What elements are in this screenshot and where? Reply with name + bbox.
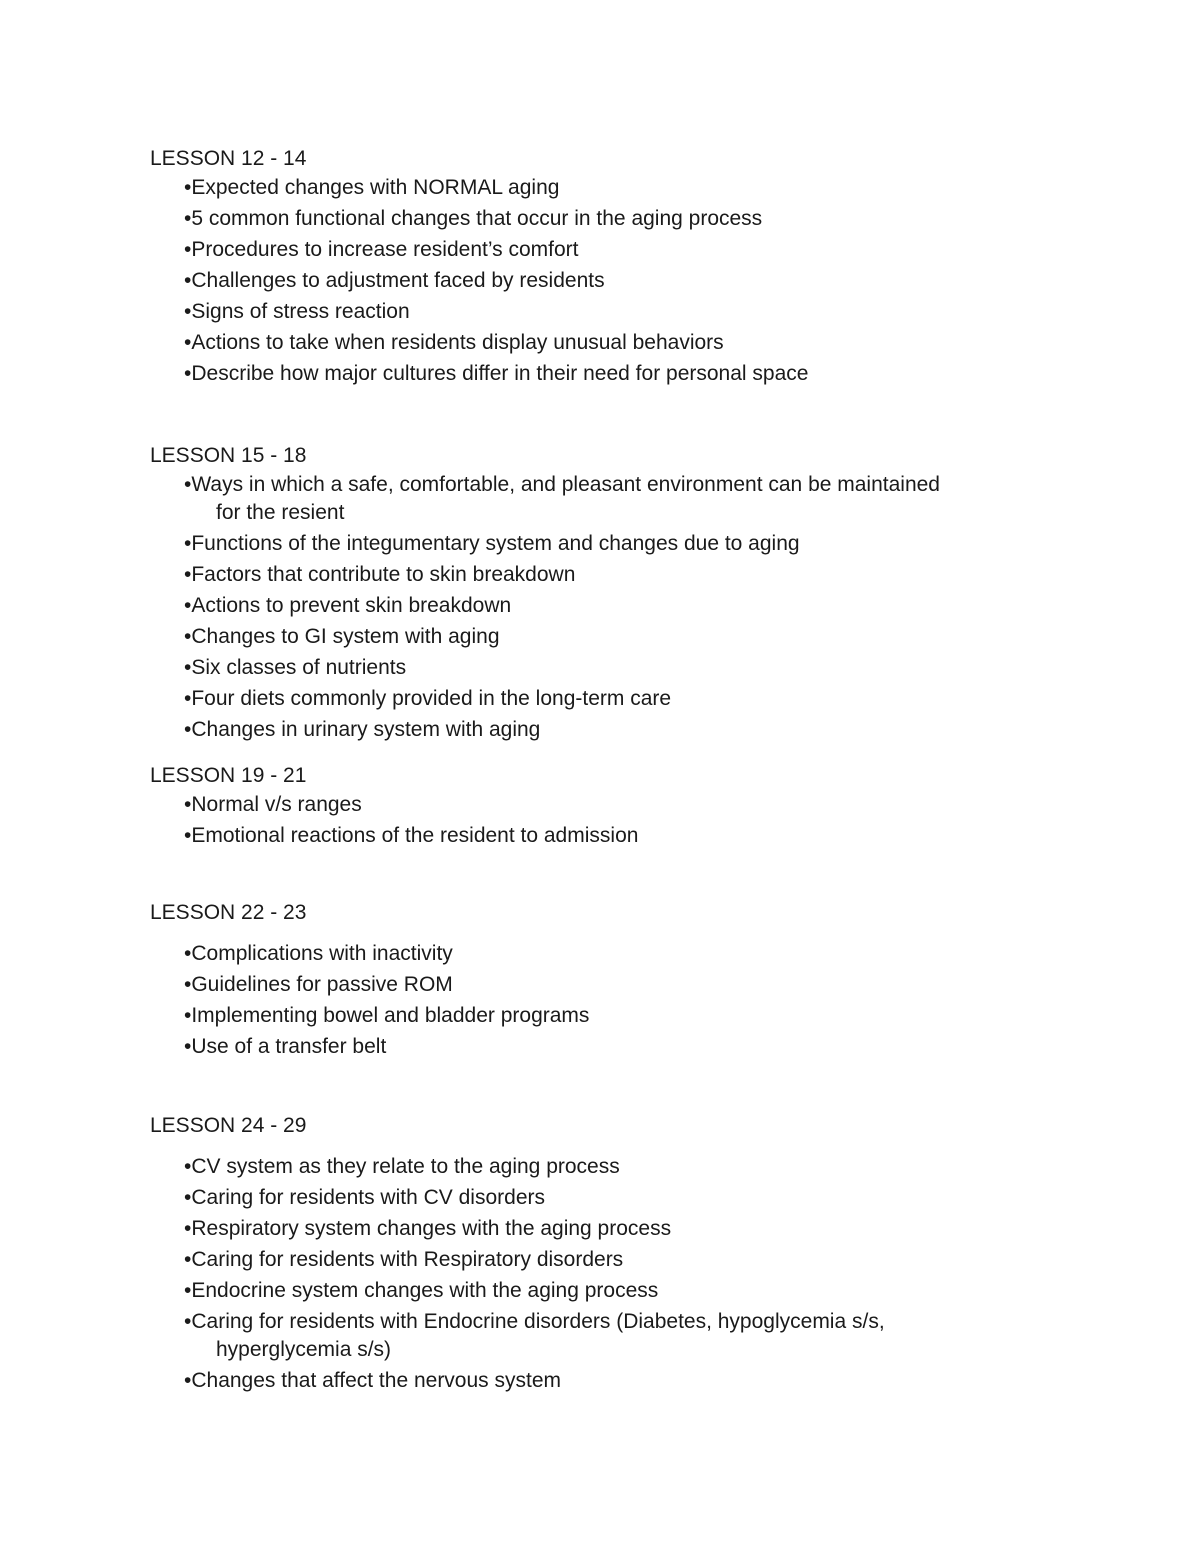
- topic-item: [184, 1308, 1070, 1367]
- topic-item: •Four diets commonly provided in the long-term care: [184, 687, 672, 710]
- topic-item: •Changes that affect the nervous system: [184, 1369, 562, 1392]
- lesson-title: LESSON 15 - 18: [150, 444, 307, 467]
- lesson-section-22-23: [150, 897, 1070, 1064]
- topic-item-text: •Caring for residents with Endocrine disorders (Diabetes, hypoglycemia s/s,: [184, 1310, 885, 1333]
- topic-item: •Expected changes with NORMAL aging: [184, 176, 560, 199]
- topic-item: •Emotional reactions of the resident to admission: [184, 824, 639, 847]
- topic-item: •Challenges to adjustment faced by residents: [184, 269, 605, 292]
- topic-item: •Caring for residents with CV disorders: [184, 1186, 545, 1209]
- topic-item: •Changes in urinary system with aging: [184, 718, 541, 741]
- topic-item: •Changes to GI system with aging: [184, 625, 500, 648]
- lesson-title: LESSON 24 - 29: [150, 1114, 307, 1137]
- topic-item: •Procedures to increase resident’s comfort: [184, 238, 579, 261]
- topic-item: •Actions to take when residents display unusual behaviors: [184, 331, 724, 354]
- lesson-section-24-29: [150, 1110, 1070, 1398]
- topic-item: •Functions of the integumentary system and changes due to aging: [184, 532, 800, 555]
- topic-item: •Caring for residents with Respiratory disorders: [184, 1248, 624, 1271]
- topic-item: •Use of a transfer belt: [184, 1035, 387, 1058]
- topic-item: •Complications with inactivity: [184, 942, 453, 965]
- topic-item: •CV system as they relate to the aging process: [184, 1155, 620, 1178]
- topic-item: •Normal v/s ranges: [184, 793, 362, 816]
- topic-item-text: •Ways in which a safe, comfortable, and pleasant environment can be maintained: [184, 473, 940, 496]
- lesson-title: LESSON 19 - 21: [150, 764, 307, 787]
- topic-item: •Signs of stress reaction: [184, 300, 410, 323]
- lesson-topic-list: [150, 791, 1070, 853]
- topic-item-continuation: for the resient: [216, 501, 345, 524]
- lesson-title: LESSON 12 - 14: [150, 147, 307, 170]
- lesson-topic-list: [150, 174, 1070, 391]
- topic-item: •Implementing bowel and bladder programs: [184, 1004, 590, 1027]
- topic-item: •5 common functional changes that occur in the aging process: [184, 207, 763, 230]
- topic-item: •Respiratory system changes with the aging process: [184, 1217, 672, 1240]
- lesson-title: LESSON 22 - 23: [150, 901, 307, 924]
- lesson-topic-list: [150, 471, 1070, 747]
- lesson-topic-list: [150, 1153, 1070, 1398]
- topic-item: •Describe how major cultures differ in their need for personal space: [184, 362, 809, 385]
- topic-item: •Guidelines for passive ROM: [184, 973, 453, 996]
- topic-item: •Factors that contribute to skin breakdown: [184, 563, 576, 586]
- topic-item: •Actions to prevent skin breakdown: [184, 594, 512, 617]
- lesson-section-12-14: [150, 143, 1070, 391]
- lesson-section-15-18: [150, 440, 1070, 747]
- lesson-section-19-21: [150, 760, 1070, 853]
- topic-item: •Endocrine system changes with the aging process: [184, 1279, 659, 1302]
- topic-item: •Six classes of nutrients: [184, 656, 407, 679]
- topic-item: [184, 471, 1070, 530]
- topic-item-continuation: hyperglycemia s/s): [216, 1338, 392, 1361]
- lesson-topic-list: [150, 940, 1070, 1064]
